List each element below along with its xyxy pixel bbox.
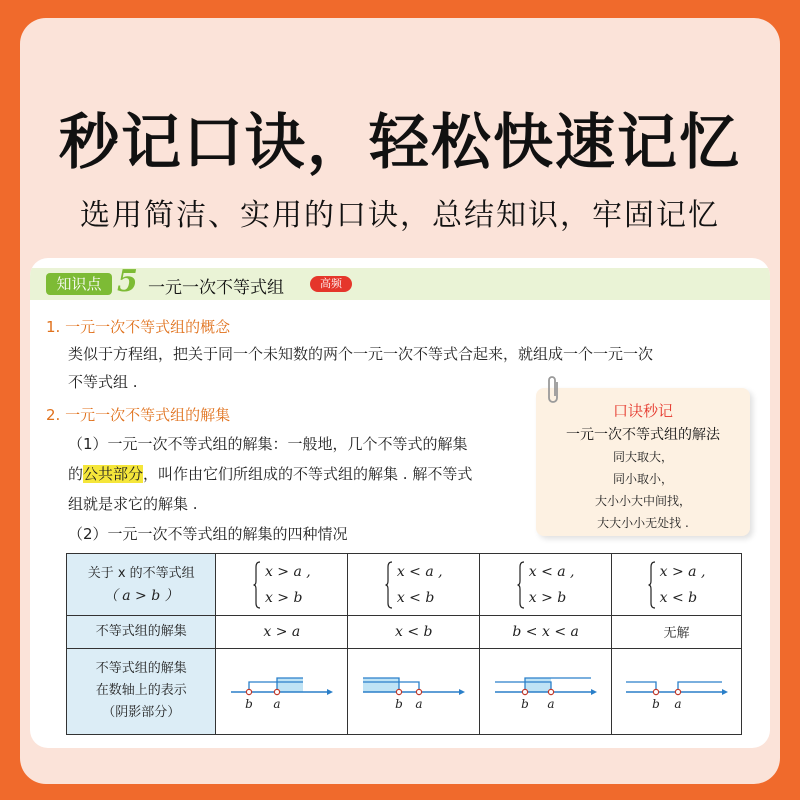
mnemonic-subtitle: 一元一次不等式组的解法 <box>566 427 720 443</box>
topic-bar <box>30 268 770 300</box>
subheadline: 选用简洁、实用的口诀，总结知识，牢固记忆 <box>80 198 720 233</box>
row-header-systems-line2: （ a > b ） <box>103 587 179 604</box>
system-2-line-1: x < a , <box>396 563 443 580</box>
solution-cases-table <box>66 553 742 735</box>
numberline-cell-4 <box>612 648 742 734</box>
number-line-between-b-and-a <box>491 666 601 716</box>
table-row-systems <box>67 554 742 616</box>
p1-prefix: 的 <box>68 465 84 483</box>
mnemonic-line-3: 大小小大中间找， <box>594 494 691 508</box>
numberline-header-line3: （阴影部分） <box>102 705 181 721</box>
solution-cell-2: x < b <box>348 616 480 648</box>
system-cell-3 <box>480 554 612 616</box>
section1-line2: 不等式组 . <box>68 373 138 391</box>
topic-title: 一元一次不等式组 <box>148 278 284 298</box>
row-header-systems <box>67 554 216 616</box>
axis-label-b: b <box>244 697 253 712</box>
axis-label-b: b <box>394 697 403 712</box>
system-3-line-1: x < a , <box>528 563 575 580</box>
system-4-line-2: x < b <box>659 589 698 606</box>
system-4-line-1: x > a , <box>659 563 706 580</box>
table-row-numberlines <box>67 648 742 734</box>
system-1-line-1: x > a , <box>264 563 311 580</box>
mnemonic-line-2: 同小取小， <box>612 472 673 486</box>
section2-p1-line3: 组就是求它的解集 . <box>68 495 198 513</box>
solution-cell-4: 无解 <box>612 616 742 648</box>
section2-p2: （2）一元一次不等式组的解集的四种情况 <box>68 525 348 543</box>
section1-line1: 类似于方程组，把关于同一个未知数的两个一元一次不等式合起来，就组成一个一元一次 <box>68 345 654 363</box>
solution-cell-1: x > a <box>216 616 348 648</box>
numberline-header-line1: 不等式组的解集 <box>95 661 187 677</box>
axis-label-a: a <box>415 697 423 712</box>
topic-number: 5 <box>117 264 138 299</box>
axis-label-a: a <box>673 697 682 712</box>
brace-icon <box>253 561 261 609</box>
p1-suffix: ，叫作由它们所组成的不等式组的解集 . 解不等式 <box>143 465 473 483</box>
section2-heading: 2. 一元一次不等式组的解集 <box>46 406 231 424</box>
system-3-line-2: x > b <box>528 589 567 606</box>
section2-p1-line1: （1）一元一次不等式组的解集：一般地，几个不等式的解集 <box>68 435 468 453</box>
brace-icon <box>517 561 525 609</box>
axis-label-b: b <box>651 697 660 712</box>
solution-cell-3: b < x < a <box>480 616 612 648</box>
number-line-greater-than-a <box>227 666 337 716</box>
section1-heading: 1. 一元一次不等式组的概念 <box>46 318 231 336</box>
numberline-cell-2 <box>348 648 480 734</box>
topic-tag: 知识点 <box>46 273 112 295</box>
section2-p1-line2 <box>68 460 472 488</box>
axis-label-a: a <box>547 697 555 712</box>
numberline-cell-1 <box>216 648 348 734</box>
row-header-solutions: 不等式组的解集 <box>67 616 216 648</box>
table-row-solutions <box>67 616 742 648</box>
system-cell-4 <box>612 554 742 616</box>
mnemonic-line-4: 大大小小无处找 . <box>597 516 689 530</box>
system-cell-2 <box>348 554 480 616</box>
headline: 秒记口诀，轻松快速记忆 <box>59 108 741 178</box>
number-line-less-than-b <box>359 666 469 716</box>
system-cell-1 <box>216 554 348 616</box>
brace-icon <box>648 561 656 609</box>
system-1-line-2: x > b <box>264 589 303 606</box>
numberline-cell-3 <box>480 648 612 734</box>
row-header-numberlines <box>67 648 216 734</box>
mnemonic-box <box>536 388 750 536</box>
textbook-excerpt-card <box>30 258 770 748</box>
highlight-common-part: 公共部分 <box>83 465 144 483</box>
frequency-badge: 高频 <box>310 276 352 292</box>
mnemonic-title: 口诀秒记 <box>612 402 673 420</box>
row-header-systems-line1: 关于 x 的不等式组 <box>87 565 195 581</box>
brace-icon <box>385 561 393 609</box>
mnemonic-line-1: 同大取大， <box>612 450 673 464</box>
number-line-no-solution <box>622 666 732 716</box>
axis-label-b: b <box>520 697 529 712</box>
numberline-header-line2: 在数轴上的表示 <box>95 683 187 699</box>
axis-label-a: a <box>273 697 281 712</box>
system-2-line-2: x < b <box>396 589 435 606</box>
